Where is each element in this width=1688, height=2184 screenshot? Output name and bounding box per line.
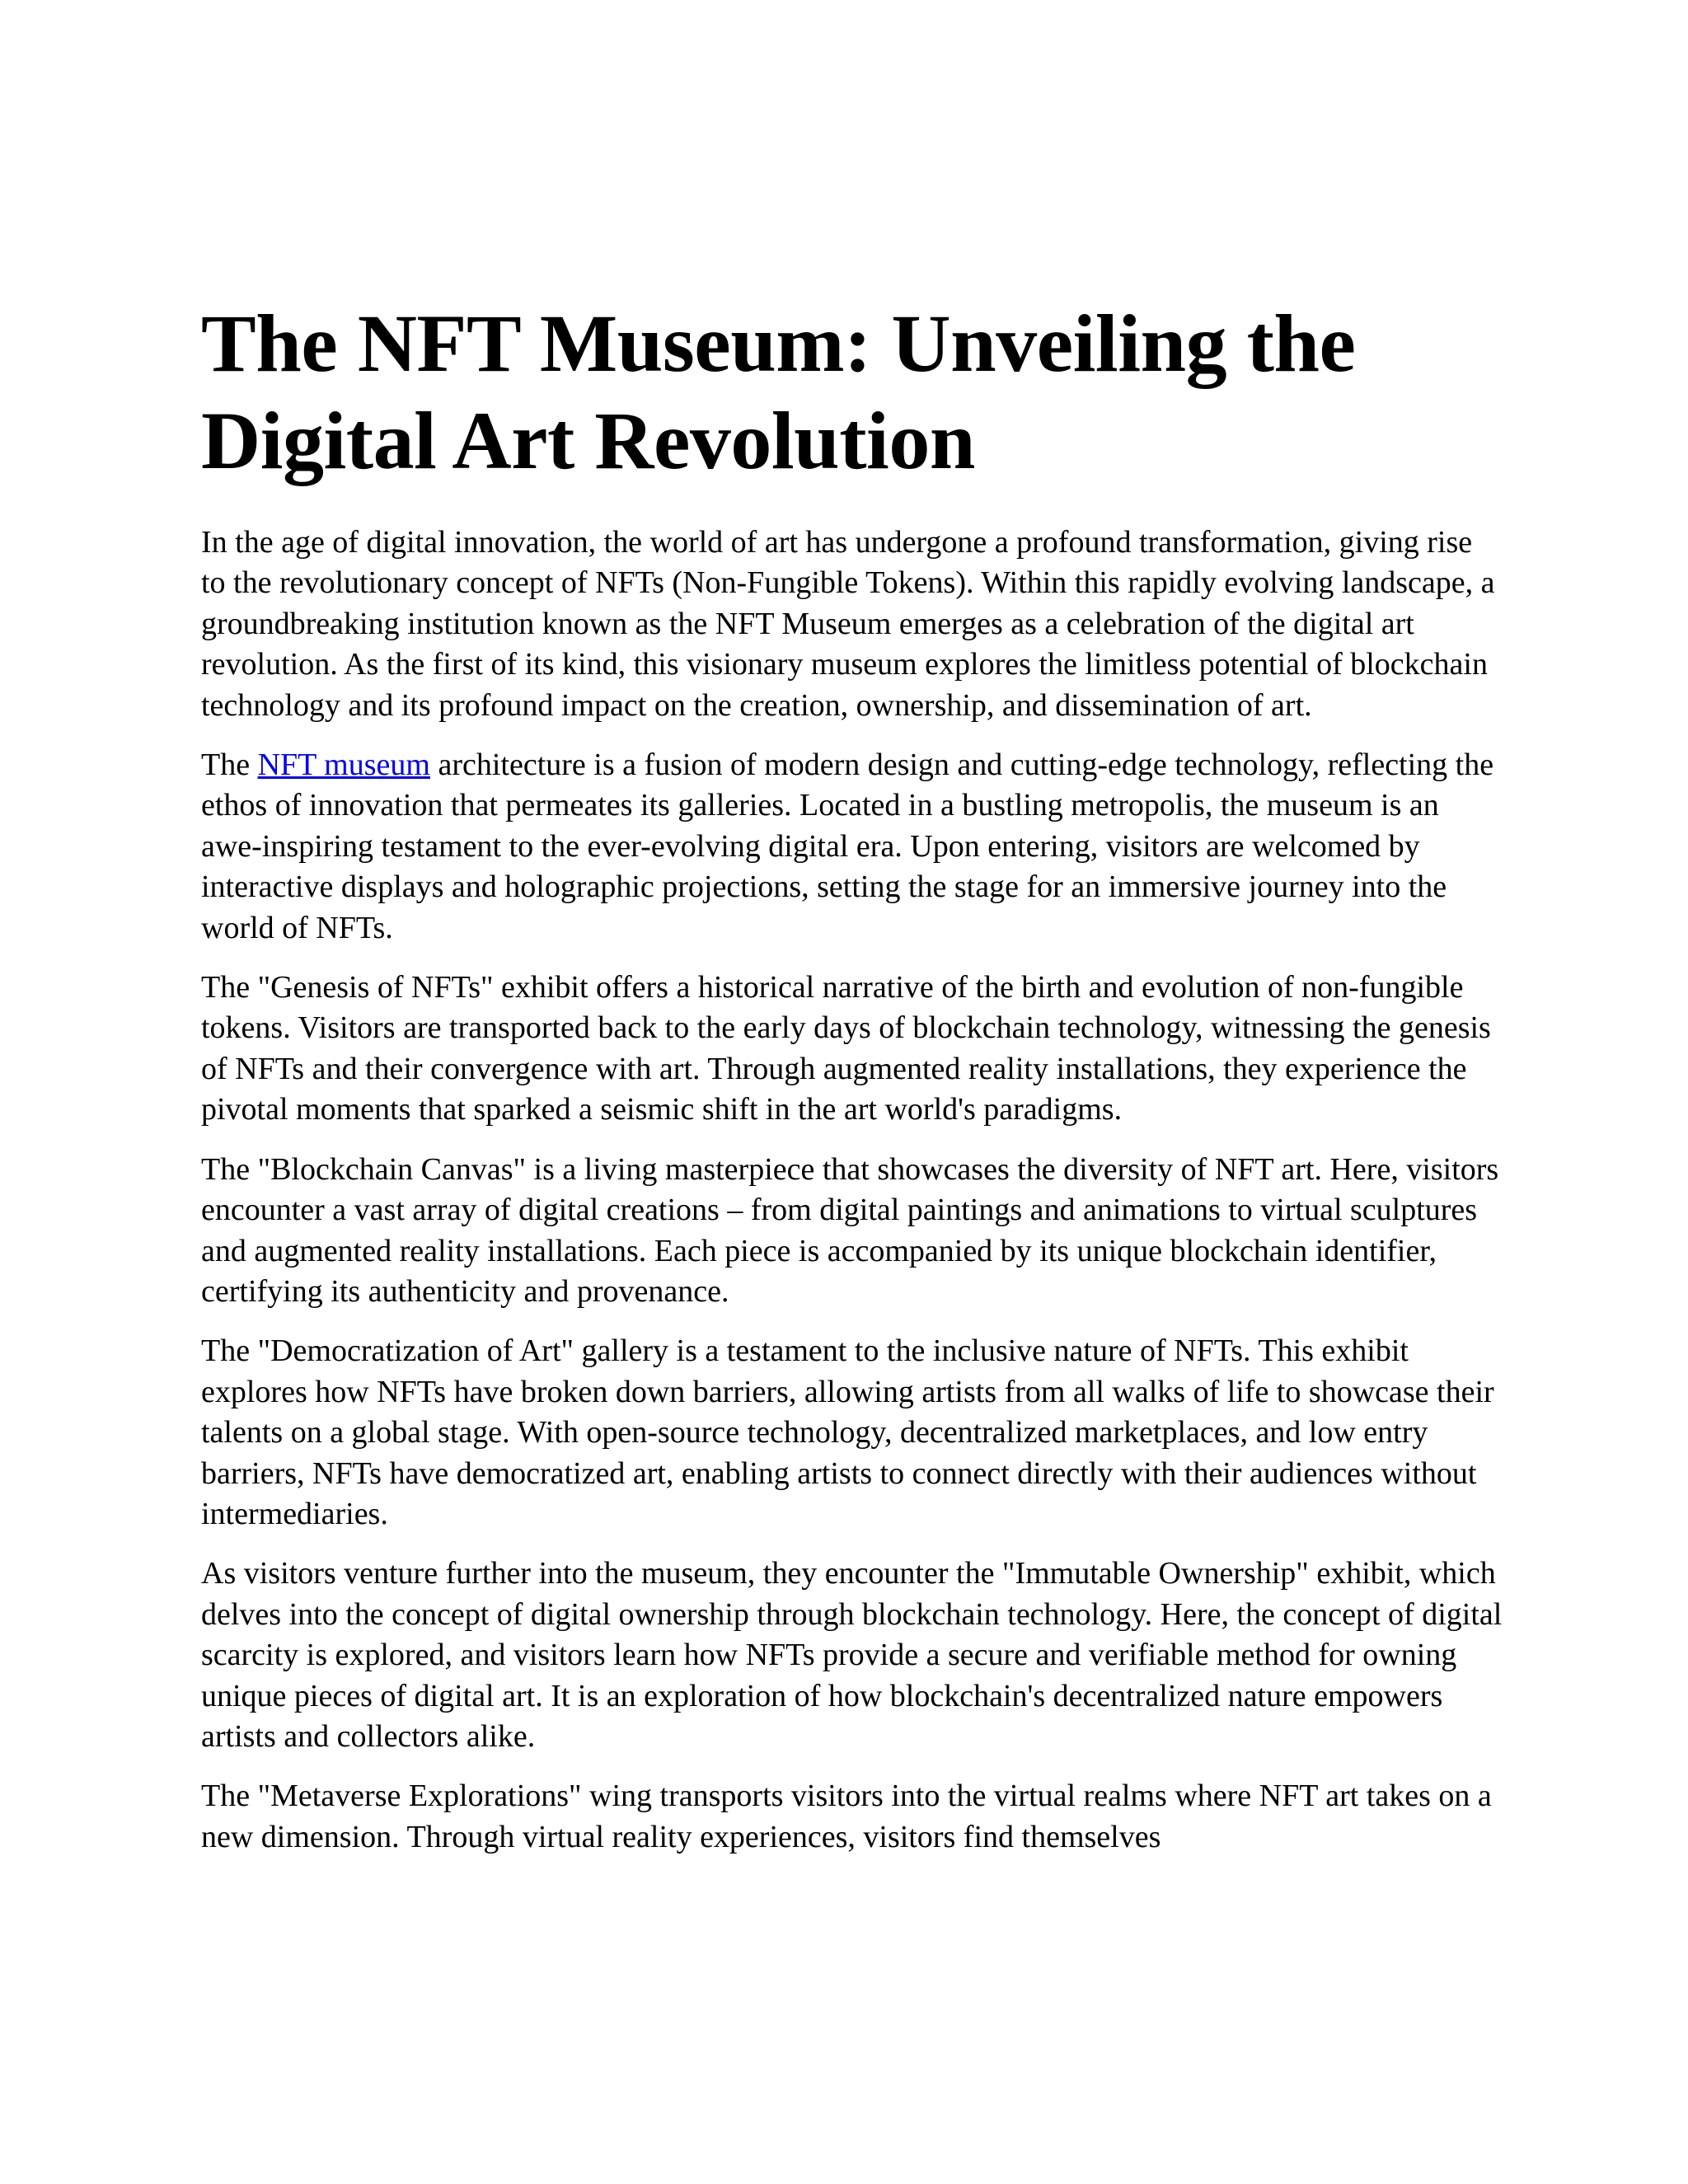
page-title: The NFT Museum: Unveiling the Digital Art Revolution — [201, 298, 1356, 486]
paragraph-blockchain-canvas: The "Blockchain Canvas" is a living masterpiece that showcases the diversity of NFT art. Here, visitors encounter a vast array of digital creations – from digital paintings and animations to virtual sculptures and augmented reality installations. Each piece is accompanied by its unique blockchain identifier, certifying its authenticity and provenance. — [201, 1151, 1499, 1309]
paragraph-metaverse: The "Metaverse Explorations" wing transports visitors into the virtual realms where NFT art takes on a new dimension. Through virtual reality experiences, visitors find themselves — [201, 1779, 1492, 1854]
paragraph-genesis: The "Genesis of NFTs" exhibit offers a historical narrative of the birth and evolution of non-fungible tokens. Visitors are transported back to the early days of blockchain technology, witnessing the genesis of NFTs and their convergence with art. Through augmented reality installations, they experience the pivotal moments that sparked a seismic shift in the art world's paradigms. — [201, 970, 1491, 1127]
paragraph-text: architecture is a fusion of modern design and cutting-edge technology, reflecting the ethos of innovation that permeates its galleries. Located in a bustling metropolis, the museum is an awe-inspiring testament to the ever-evolving digital era. Upon entering, visitors are welcomed by interactive displays and holographic projections, setting the stage for an immersive journey into the world of NFTs. — [201, 748, 1494, 945]
paragraph-architecture — [201, 745, 1503, 949]
paragraph-text: The — [201, 748, 258, 783]
paragraph-intro: In the age of digital innovation, the world of art has undergone a profound transformation, giving rise to the revolutionary concept of NFTs (Non-Fungible Tokens). Within this rapidly evolving landscape, a groundbreaking institution known as the NFT Museum emerges as a celebration of the digital art revolution. As the first of its kind, this visionary museum explores the limitless potential of blockchain technology and its profound impact on the creation, ownership, and dissemination of art. — [201, 525, 1495, 723]
document-page — [201, 295, 1503, 1877]
nft-museum-link[interactable]: NFT museum — [257, 748, 430, 783]
paragraph-democratization: The "Democratization of Art" gallery is a testament to the inclusive nature of NFTs. This exhibit explores how NFTs have broken down barriers, allowing artists from all walks of life to showcase their talents on a global stage. With open-source technology, decentralized marketplaces, and low entry barriers, NFTs have democratized art, enabling artists to connect directly with their audiences without intermediaries. — [201, 1333, 1494, 1531]
paragraph-immutable-ownership: As visitors venture further into the museum, they encounter the "Immutable Ownership" exhibit, which delves into the concept of digital ownership through blockchain technology. Here, the concept of digital scarcity is explored, and visitors learn how NFTs provide a secure and verifiable method for owning unique pieces of digital art. It is an exploration of how blockchain's decentralized nature empowers artists and collectors alike. — [201, 1556, 1503, 1754]
